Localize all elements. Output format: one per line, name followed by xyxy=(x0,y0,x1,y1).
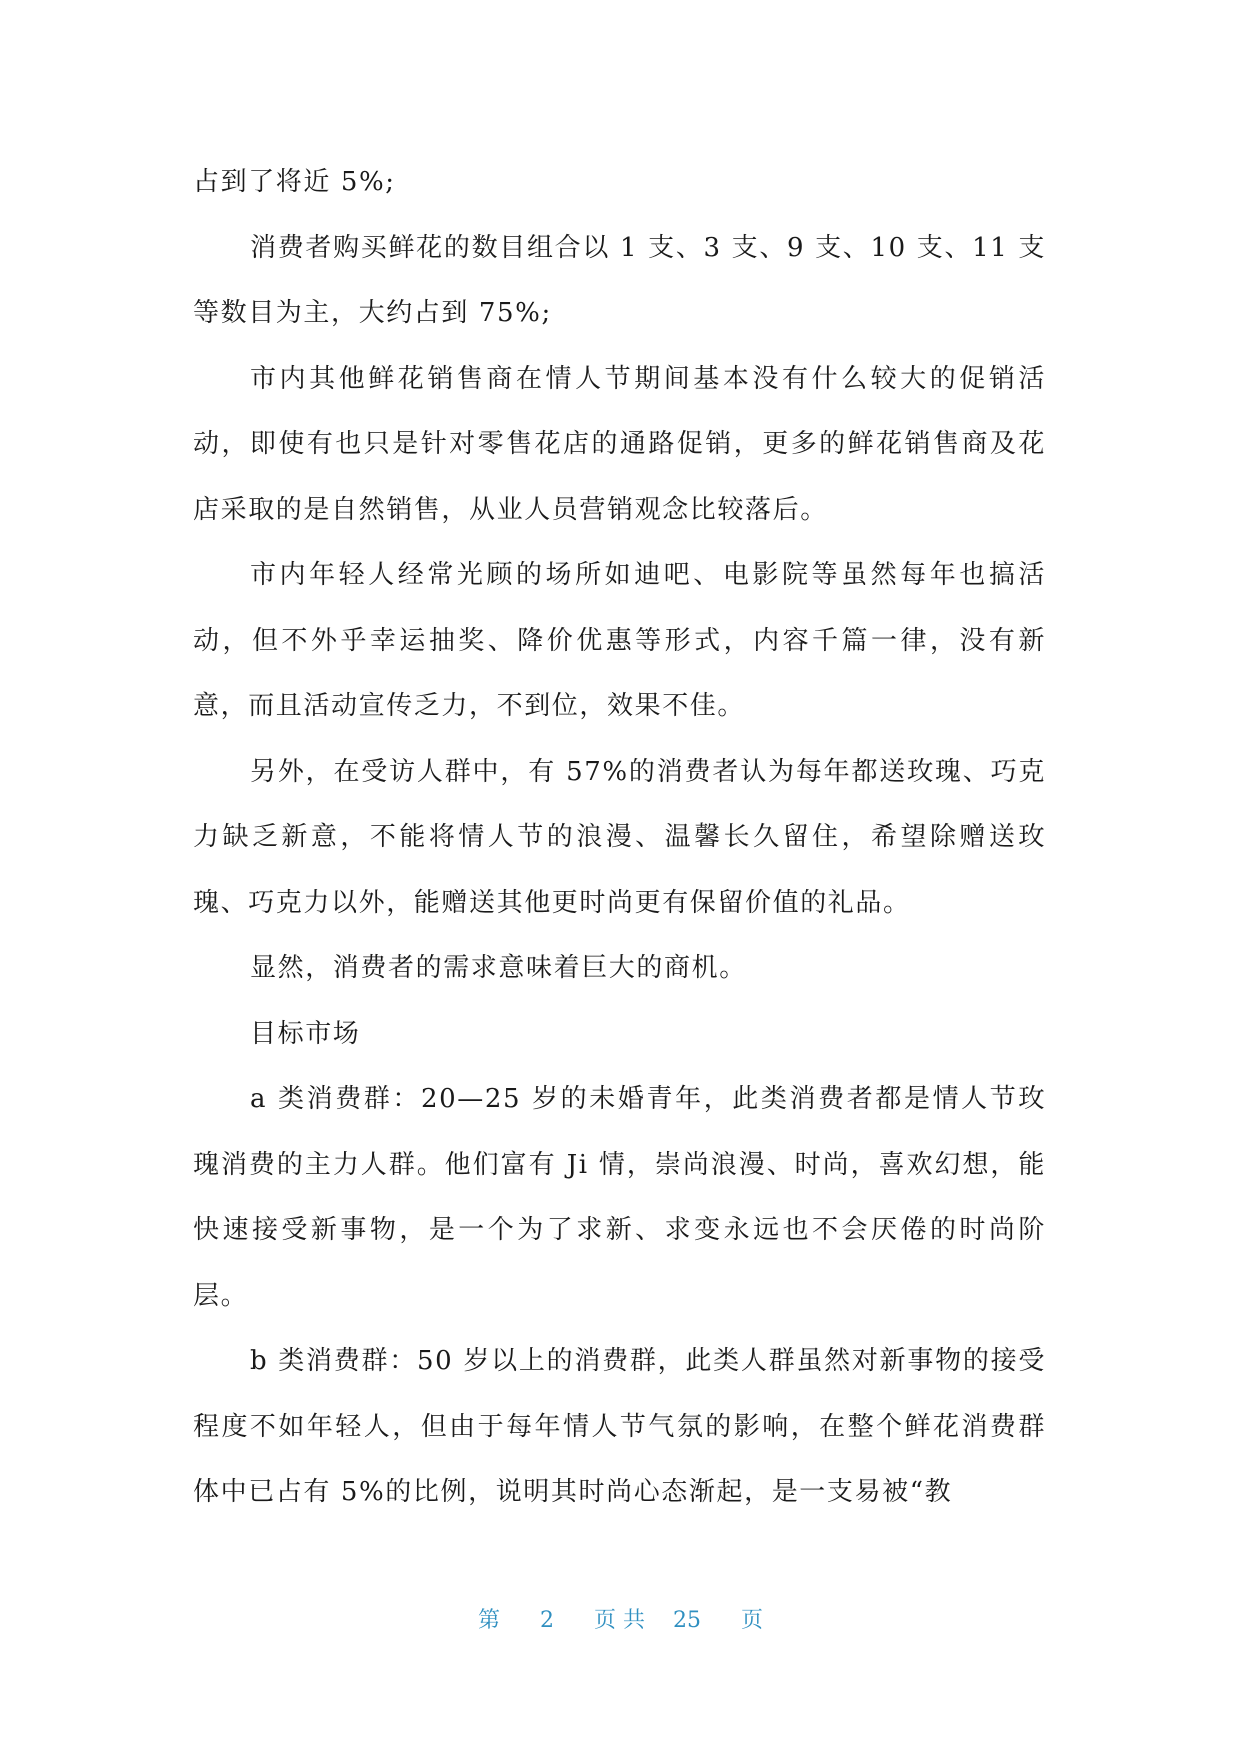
paragraph: 市内其他鲜花销售商在情人节期间基本没有什么较大的促销活动，即使有也只是针对零售花店的通路促销，更多的鲜花销售商及花店采取的是自然销售，从业人员营销观念比较落后。 xyxy=(193,363,1046,525)
footer-total-pages: 25 xyxy=(673,1608,701,1633)
paragraph: 另外，在受访人群中，有 57%的消费者认为每年都送玫瑰、巧克力缺乏新意，不能将情人节的浪漫、温馨长久留住，希望除赠送玫瑰、巧克力以外，能赠送其他更时尚更有保留价值的礼品。 xyxy=(193,756,1046,918)
paragraph: 占到了将近 5%; xyxy=(193,167,396,197)
document-body xyxy=(193,150,1046,1526)
footer-label-of: 页 共 xyxy=(594,1608,645,1633)
paragraph: a 类消费群：20—25 岁的未婚青年，此类消费者都是情人节玫瑰消费的主力人群。他们富有 Ji 情，崇尚浪漫、时尚，喜欢幻想，能快速接受新事物，是一个为了求新、求变永远也不会厌倦的时尚阶层。 xyxy=(193,1084,1046,1311)
footer-label-page: 第 xyxy=(477,1608,500,1633)
paragraph: b 类消费群：50 岁以上的消费群，此类人群虽然对新事物的接受程度不如年轻人，但由于每年情人节气氛的影响，在整个鲜花消费群体中已占有 5%的比例，说明其时尚心态渐起，是一支易被“教 xyxy=(193,1346,1046,1507)
paragraph: 市内年轻人经常光顾的场所如迪吧、电影院等虽然每年也搞活动，但不外乎幸运抽奖、降价优惠等形式，内容千篇一律，没有新意，而且活动宣传乏力，不到位，效果不佳。 xyxy=(193,560,1046,721)
paragraph: 显然，消费者的需求意味着巨大的商机。 xyxy=(250,953,747,983)
section-heading: 目标市场 xyxy=(250,1018,361,1049)
footer-label-pages: 页 xyxy=(741,1608,764,1633)
page-footer xyxy=(0,1603,1241,1634)
footer-current-page: 2 xyxy=(540,1608,554,1633)
paragraph: 消费者购买鲜花的数目组合以 1 支、3 支、9 支、10 支、11 支等数目为主，大约占到 75%; xyxy=(193,232,1046,328)
